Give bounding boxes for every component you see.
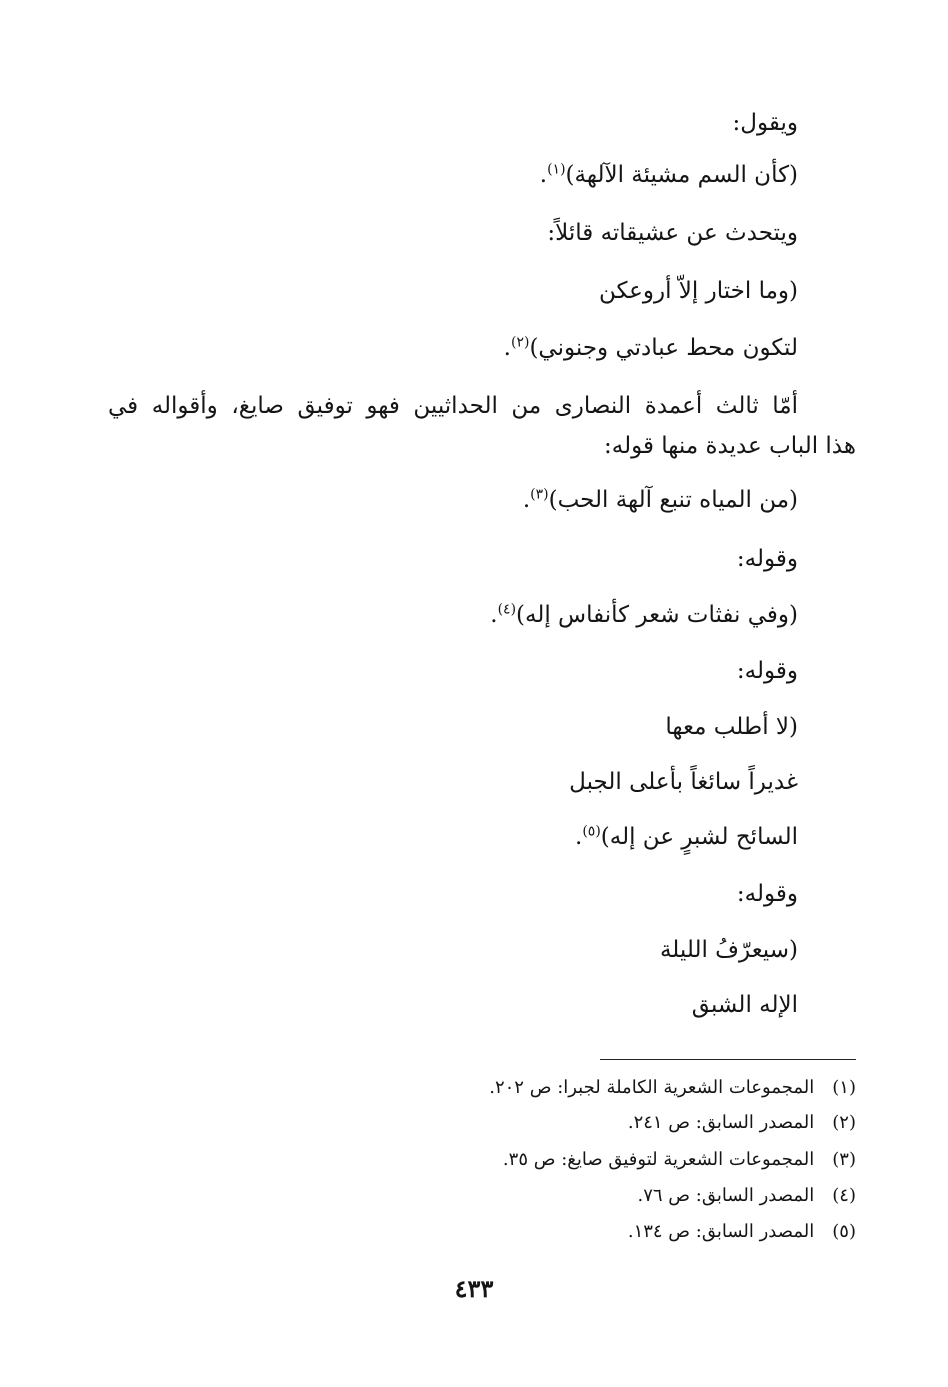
footnote-text: المصدر السابق: ص ٧٦.: [637, 1185, 815, 1206]
footnote: [638, 1184, 857, 1208]
footnote-number: (٣): [832, 1149, 856, 1170]
footnote-text: المصدر السابق: ص ٢٤١.: [627, 1112, 815, 1133]
body-line: (سيعرّفُ الليلة: [659, 937, 798, 963]
body-line: ويتحدث عن عشيقاته قائلاً:: [547, 220, 798, 246]
footnote: [503, 1148, 856, 1172]
footnote-ref: (٣): [530, 486, 549, 503]
footnote-text: المجموعات الشعرية لتوفيق صايغ: ص ٣٥.: [502, 1149, 815, 1170]
footnote-text: المصدر السابق: ص ١٣٤.: [627, 1221, 815, 1242]
footnote-number: (٥): [832, 1221, 856, 1242]
body-line: (وفي نفثات شعر كأنفاس إله)$^{(٤)}$.: [490, 601, 798, 628]
footnote: [628, 1111, 856, 1135]
body-line: أمّا ثالث أعمدة النصارى من الحداثيين فهو توفيق صايغ، وأقواله في: [108, 393, 798, 419]
footnote-ref: (١): [547, 161, 566, 178]
body-line: وقوله:: [736, 546, 798, 572]
footnote-ref: (٤): [497, 601, 517, 618]
footnote-number: (١): [832, 1077, 856, 1098]
footnote-text: المجموعات الشعرية الكاملة لجبرا: ص ٢٠٢.: [489, 1077, 815, 1098]
footnote-separator: [600, 1059, 856, 1060]
footnote: [628, 1220, 856, 1244]
body-line: لتكون محط عبادتي وجنوني)$^{(٢)}$.: [503, 334, 798, 361]
body-line: وقوله:: [736, 881, 798, 907]
body-line: هذا الباب عديدة منها قوله:: [604, 433, 856, 459]
footnote-ref: (٢): [510, 334, 530, 351]
body-line: غديراً سائغاً بأعلى الجبل: [569, 769, 798, 795]
body-line: وقوله:: [736, 658, 798, 684]
footnote: [489, 1076, 856, 1100]
page-number: ٤٣٣: [454, 1274, 494, 1303]
body-line: (وما اختار إلاّ أروعكن: [598, 278, 798, 304]
body-line: (كأن السم مشيئة الآلهة)$^{(١)}$.: [539, 161, 798, 188]
body-line: الإله الشبق: [691, 992, 798, 1018]
body-line: ويقول:: [732, 110, 798, 136]
footnote-number: (٢): [832, 1112, 856, 1133]
body-line: السائح لشبرٍ عن إله)$^{(٥)}$.: [575, 823, 798, 850]
footnote-number: (٤): [832, 1185, 856, 1206]
body-line: (من المياه تنبع آلهة الحب)$^{(٣)}$.: [522, 486, 798, 513]
footnote-ref: (٥): [582, 823, 601, 840]
body-line: (لا أطلب معها: [665, 714, 798, 740]
